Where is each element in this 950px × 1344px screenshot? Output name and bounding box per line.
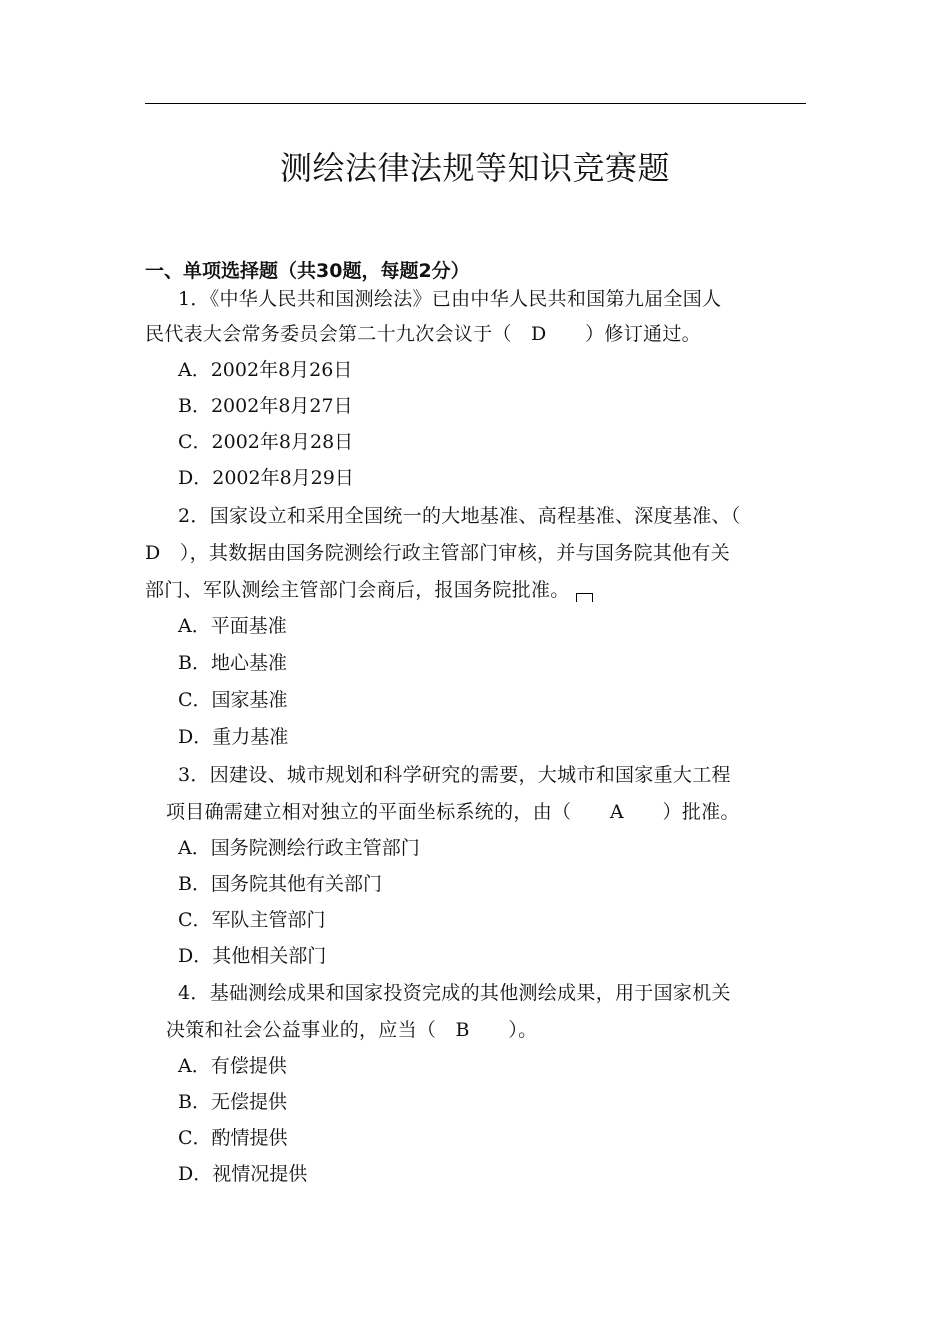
question-1-line-1: 1．《中华人民共和国测绘法》已由中华人民共和国第九届全国人 <box>178 288 722 310</box>
question-1-option-b: B．2002年8月27日 <box>178 395 353 417</box>
question-2-line-2: D ），其数据由国务院测绘行政主管部门审核，并与国务院其他有关 <box>145 542 731 564</box>
question-4-option-c: C．酌情提供 <box>178 1127 288 1149</box>
question-2-option-b: B．地心基准 <box>178 652 287 674</box>
question-2-line-3: 部门、军队测绘主管部门会商后，报国务院批准。 <box>145 579 570 601</box>
question-1-option-d: D．2002年8月29日 <box>178 467 354 489</box>
question-2-option-a: A．平面基准 <box>178 615 287 637</box>
question-3-option-d: D．其他相关部门 <box>178 945 327 967</box>
section-heading: 一、单项选择题（共30题，每题2分） <box>145 260 470 282</box>
question-3-option-a: A．国务院测绘行政主管部门 <box>178 837 420 859</box>
question-4-option-b: B．无偿提供 <box>178 1091 287 1113</box>
document-title: 测绘法律法规等知识竞赛题 <box>279 149 670 187</box>
question-2-option-d: D．重力基准 <box>178 726 289 748</box>
question-4-option-d: D．视情况提供 <box>178 1163 308 1185</box>
question-2-option-c: C．国家基准 <box>178 689 288 711</box>
question-4-option-a: A．有偿提供 <box>178 1055 287 1077</box>
question-3-line-1: 3．因建设、城市规划和科学研究的需要，大城市和国家重大工程 <box>178 764 731 786</box>
question-2-line-1: 2．国家设立和采用全国统一的大地基准、高程基准、深度基准、（ <box>178 505 741 527</box>
question-4-line-1: 4．基础测绘成果和国家投资完成的其他测绘成果，用于国家机关 <box>178 982 731 1004</box>
question-4-line-2: 决策和社会公益事业的，应当（ B ）。 <box>166 1019 538 1041</box>
question-3-option-b: B．国务院其他有关部门 <box>178 873 382 895</box>
text-cursor-mark <box>576 593 593 602</box>
header-rule <box>145 103 806 104</box>
question-3-line-2: 项目确需建立相对独立的平面坐标系统的，由（ A ）批准。 <box>166 801 740 823</box>
question-1-option-a: A．2002年8月26日 <box>178 359 353 381</box>
question-1-option-c: C．2002年8月28日 <box>178 431 354 453</box>
question-1-line-2: 民代表大会常务委员会第二十九次会议于（ D ）修订通过。 <box>145 323 701 345</box>
question-3-option-c: C．军队主管部门 <box>178 909 326 931</box>
question-2-line-3-wrapper <box>145 577 593 603</box>
